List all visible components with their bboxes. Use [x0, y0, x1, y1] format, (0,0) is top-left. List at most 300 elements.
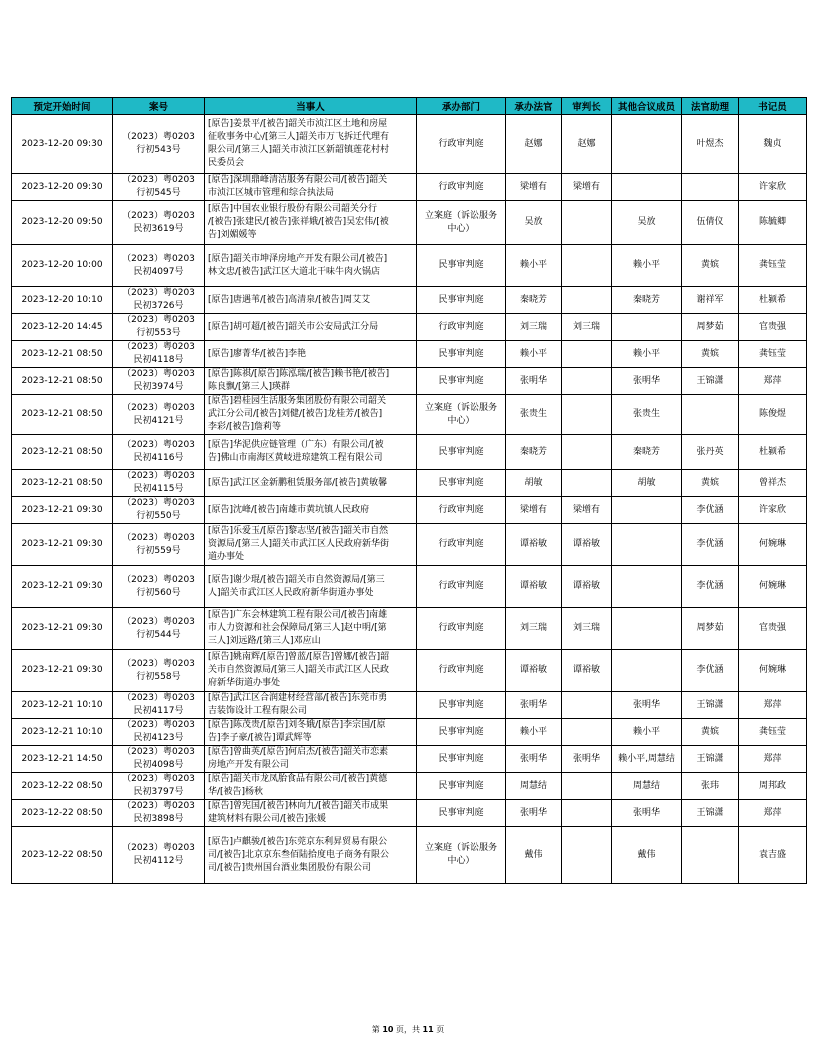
- cell-case-number-line: 民初3797号: [133, 787, 184, 797]
- cell-department-line: 行政审判庭: [438, 623, 484, 633]
- cell-department: [417, 287, 506, 314]
- table-row: [12, 341, 807, 368]
- cell-start-time: 2023-12-21 09:30: [12, 650, 113, 692]
- cell-judge-assistant: [682, 827, 739, 884]
- cell-start-time: 2023-12-21 09:30: [12, 608, 113, 650]
- cell-case-number-line: 民初3898号: [133, 814, 184, 824]
- cell-department-line: 民事审判庭: [438, 753, 484, 764]
- cell-presiding-judge: 张明华: [562, 746, 612, 773]
- table-row: [12, 174, 807, 201]
- cell-parties-line: 武江分公司/[被告]刘健/[被告]龙桂芳/[被告]: [208, 409, 383, 419]
- cell-judge-assistant: 李优涵: [682, 497, 739, 524]
- cell-panel-members: [612, 608, 682, 650]
- cell-parties-line: [原告]武江区金新鹏租赁服务部/[被告]黄敏馨: [208, 477, 388, 488]
- cell-parties: [205, 746, 417, 773]
- cell-parties-line: 市浈江区城市管理和综合执法局: [208, 188, 335, 198]
- cell-parties-line: [原告]曾宪国/[被告]林向九/[被告]韶关市成果: [208, 801, 389, 811]
- cell-department: [417, 245, 506, 287]
- cell-department-line: 立案庭（诉讼服务: [424, 402, 497, 413]
- cell-judge: 谭裕敏: [506, 650, 562, 692]
- total-page-count: 11: [422, 1025, 434, 1034]
- table-row: [12, 287, 807, 314]
- cell-case-number-line: （2023）粤0203: [122, 693, 195, 703]
- cell-start-time: 2023-12-20 14:45: [12, 314, 113, 341]
- cell-judge-assistant: 黄嫔: [682, 719, 739, 746]
- cell-parties-line: 限公司/[第三人]韶关市浈江区新韶镇莲花村村: [208, 145, 390, 155]
- col-header-judge: 承办法官: [506, 98, 562, 115]
- col-header-clerk: 书记员: [739, 98, 807, 115]
- cell-presiding-judge: [562, 800, 612, 827]
- cell-presiding-judge: [562, 341, 612, 368]
- cell-judge: 张明华: [506, 692, 562, 719]
- cell-clerk: 魏贞: [739, 115, 807, 174]
- cell-department-line: 中心）: [447, 223, 475, 234]
- cell-department: [417, 719, 506, 746]
- cell-case-number: [113, 115, 205, 174]
- cell-department-line: 行政审判庭: [438, 539, 484, 549]
- cell-clerk: 何婉琳: [739, 650, 807, 692]
- cell-case-number-line: （2023）粤0203: [122, 440, 195, 450]
- cell-case-number-line: （2023）粤0203: [122, 132, 195, 142]
- cell-judge: 张明华: [506, 746, 562, 773]
- cell-case-number-line: 民初3974号: [133, 382, 184, 392]
- col-header-parties: 当事人: [205, 98, 417, 115]
- cell-parties-line: [原告]华泥供应链管理（广东）有限公司/[被: [208, 440, 384, 450]
- cell-parties-line: [原告]碧桂园生活服务集团股份有限公司韶关: [208, 396, 387, 406]
- cell-case-number-line: （2023）粤0203: [122, 402, 195, 413]
- cell-department-line: 行政审判庭: [438, 504, 484, 515]
- cell-judge: 秦晓芳: [506, 435, 562, 470]
- cell-parties: [205, 692, 417, 719]
- cell-start-time: 2023-12-21 09:30: [12, 524, 113, 566]
- cell-panel-members: [612, 566, 682, 608]
- cell-parties-line: 吉装饰设计工程有限公司: [208, 706, 308, 716]
- cell-department: [417, 368, 506, 395]
- cell-parties-line: [原告]曾曲英/[原告]何启杰/[被告]韶关市恋素: [208, 747, 389, 757]
- cell-department-line: 民事审判庭: [438, 780, 484, 791]
- cell-clerk: 陈俊煜: [739, 395, 807, 435]
- cell-department: [417, 174, 506, 201]
- cell-panel-members: 张贵生: [612, 395, 682, 435]
- cell-department-line: 行政审判庭: [438, 138, 484, 149]
- cell-judge: 谭裕敏: [506, 524, 562, 566]
- cell-case-number-line: （2023）粤0203: [122, 616, 195, 627]
- cell-clerk: 袁吉盛: [739, 827, 807, 884]
- cell-department: [417, 115, 506, 174]
- cell-judge-assistant: 王锦潇: [682, 692, 739, 719]
- cell-parties: [205, 800, 417, 827]
- cell-presiding-judge: 梁增有: [562, 497, 612, 524]
- cell-department: [417, 692, 506, 719]
- cell-parties-line: 市人力资源和社会保障局/[第三人]赵中明/[第: [208, 623, 387, 633]
- cell-clerk: 杜颍希: [739, 287, 807, 314]
- cell-parties: [205, 341, 417, 368]
- cell-case-number-line: 民初4121号: [133, 415, 184, 426]
- cell-case-number-line: 行初553号: [136, 328, 181, 338]
- cell-case-number: [113, 827, 205, 884]
- cell-parties-line: 关市自然资源局/[第三人]韶关市武江区人民政: [208, 665, 390, 675]
- cell-clerk: 郑萍: [739, 800, 807, 827]
- table-row: [12, 524, 807, 566]
- cell-case-number-line: 行初558号: [136, 671, 181, 682]
- cell-judge-assistant: 伍倩仪: [682, 201, 739, 245]
- cell-judge: 刘三瑞: [506, 314, 562, 341]
- cell-clerk: 龚钰莹: [739, 719, 807, 746]
- cell-parties-line: [原告]谢少琨/[被告]韶关市自然资源局/[第三: [208, 574, 385, 585]
- cell-clerk: 龚钰莹: [739, 341, 807, 368]
- table-row: [12, 827, 807, 884]
- cell-judge: 梁增有: [506, 497, 562, 524]
- cell-start-time: 2023-12-20 10:00: [12, 245, 113, 287]
- cell-parties-line: 资源局/[第三人]韶关市武江区人民政府新华街: [208, 539, 390, 549]
- cell-department: [417, 773, 506, 800]
- cell-presiding-judge: [562, 470, 612, 497]
- cell-case-number: [113, 470, 205, 497]
- cell-case-number: [113, 650, 205, 692]
- cell-case-number-line: （2023）粤0203: [122, 315, 195, 325]
- cell-case-number-line: 民初3619号: [133, 223, 184, 234]
- cell-clerk: 许家欣: [739, 497, 807, 524]
- cell-start-time: 2023-12-20 10:10: [12, 287, 113, 314]
- cell-panel-members: 张明华: [612, 368, 682, 395]
- cell-parties-line: [原告]姜景平/[被告]韶关市浈江区土地和房屋: [208, 119, 388, 129]
- cell-department-line: 行政审判庭: [438, 321, 484, 332]
- cell-parties-line: [原告]中国农业银行股份有限公司韶关分行: [208, 204, 378, 214]
- cell-start-time: 2023-12-22 08:50: [12, 800, 113, 827]
- cell-judge: 吴放: [506, 201, 562, 245]
- cell-panel-members: 赖小平: [612, 245, 682, 287]
- cell-panel-members: 秦晓芳: [612, 435, 682, 470]
- cell-start-time: 2023-12-21 10:10: [12, 692, 113, 719]
- cell-presiding-judge: [562, 435, 612, 470]
- cell-judge-assistant: 李优涵: [682, 566, 739, 608]
- cell-start-time: 2023-12-21 08:50: [12, 470, 113, 497]
- cell-presiding-judge: [562, 287, 612, 314]
- cell-panel-members: 张明华: [612, 800, 682, 827]
- cell-parties-line: 人]韶关市武江区人民政府新华街道办事处: [208, 587, 374, 598]
- cell-case-number-line: 民初4118号: [133, 355, 184, 365]
- cell-presiding-judge: 赵娜: [562, 115, 612, 174]
- cell-case-number-line: 行初559号: [136, 545, 181, 556]
- cell-start-time: 2023-12-21 10:10: [12, 719, 113, 746]
- cell-presiding-judge: 刘三瑞: [562, 608, 612, 650]
- cell-panel-members: [612, 524, 682, 566]
- cell-presiding-judge: [562, 395, 612, 435]
- cell-panel-members: 吴放: [612, 201, 682, 245]
- cell-parties: [205, 115, 417, 174]
- cell-judge: 张明华: [506, 800, 562, 827]
- cell-presiding-judge: [562, 368, 612, 395]
- cell-parties-line: [原告]韶关市龙凤胎食品有限公司/[被告]黄德: [208, 774, 388, 784]
- col-header-case-number: 案号: [113, 98, 205, 115]
- cell-panel-members: 赖小平: [612, 719, 682, 746]
- cell-start-time: 2023-12-21 08:50: [12, 341, 113, 368]
- cell-clerk: 官贵强: [739, 608, 807, 650]
- cell-parties-line: /[被告]张建民/[被告]张祥娥/[被告]吴宏伟/[被: [208, 217, 389, 227]
- cell-parties-line: 三人]刘远路/[第三人]邓应山: [208, 636, 321, 646]
- cell-parties-line: [原告]深圳鼎峰清洁服务有限公司/[被告]韶关: [208, 175, 388, 185]
- cell-clerk: 郑萍: [739, 368, 807, 395]
- table-row: [12, 314, 807, 341]
- cell-judge-assistant: 周梦茹: [682, 314, 739, 341]
- cell-case-number: [113, 314, 205, 341]
- cell-department-line: 民事审判庭: [438, 446, 484, 457]
- table-row: [12, 395, 807, 435]
- cell-department: [417, 201, 506, 245]
- cell-parties: [205, 470, 417, 497]
- cell-judge-assistant: [682, 395, 739, 435]
- cell-case-number-line: （2023）粤0203: [122, 369, 195, 379]
- current-page-number: 10: [382, 1025, 394, 1034]
- cell-parties-line: 陈良飘/[第三人]瑛群: [208, 382, 291, 392]
- cell-department: [417, 470, 506, 497]
- cell-clerk: 官贵强: [739, 314, 807, 341]
- cell-parties-line: [原告]武江区合润建材经营部/[被告]东莞市勇: [208, 693, 388, 703]
- cell-parties: [205, 287, 417, 314]
- cell-department-line: 民事审判庭: [438, 726, 484, 737]
- cell-presiding-judge: 梁增有: [562, 174, 612, 201]
- table-row: [12, 201, 807, 245]
- cell-case-number: [113, 341, 205, 368]
- cell-case-number: [113, 435, 205, 470]
- cell-judge-assistant: 张玮: [682, 773, 739, 800]
- cell-department-line: 立案庭（诉讼服务: [424, 843, 497, 853]
- col-header-judge-assistant: 法官助理: [682, 98, 739, 115]
- cell-parties-line: 告]李子豪/[被告]谭武辉等: [208, 733, 312, 743]
- cell-parties: [205, 368, 417, 395]
- header-row: [12, 98, 807, 115]
- cell-start-time: 2023-12-20 09:50: [12, 201, 113, 245]
- cell-case-number: [113, 719, 205, 746]
- cell-judge-assistant: 张丹英: [682, 435, 739, 470]
- cell-case-number-line: （2023）粤0203: [122, 342, 195, 352]
- cell-presiding-judge: [562, 201, 612, 245]
- cell-judge: 周慧结: [506, 773, 562, 800]
- cell-parties-line: [原告]乐爱玉/[原告]黎志坚/[被告]韶关市自然: [208, 526, 389, 536]
- cell-start-time: 2023-12-21 09:30: [12, 497, 113, 524]
- cell-department-line: 中心）: [447, 856, 475, 866]
- cell-case-number-line: （2023）粤0203: [122, 210, 195, 221]
- cell-parties: [205, 174, 417, 201]
- cell-case-number-line: 民初4115号: [133, 484, 184, 494]
- cell-judge: 张贵生: [506, 395, 562, 435]
- cell-case-number-line: 民初4112号: [133, 856, 184, 866]
- cell-department: [417, 566, 506, 608]
- cell-case-number-line: （2023）粤0203: [122, 774, 195, 784]
- cell-presiding-judge: 刘三瑞: [562, 314, 612, 341]
- cell-panel-members: 秦晓芳: [612, 287, 682, 314]
- cell-judge-assistant: [682, 174, 739, 201]
- cell-parties: [205, 719, 417, 746]
- cell-department: [417, 435, 506, 470]
- cell-clerk: 郑萍: [739, 746, 807, 773]
- cell-case-number: [113, 497, 205, 524]
- cell-judge: 梁增有: [506, 174, 562, 201]
- cell-case-number: [113, 608, 205, 650]
- cell-department-line: 民事审判庭: [438, 699, 484, 710]
- cell-judge: 谭裕敏: [506, 566, 562, 608]
- cell-case-number-line: （2023）粤0203: [122, 288, 195, 298]
- cell-presiding-judge: 谭裕敏: [562, 650, 612, 692]
- cell-department: [417, 827, 506, 884]
- cell-department: [417, 746, 506, 773]
- cell-judge: 秦晓芳: [506, 287, 562, 314]
- cell-department: [417, 395, 506, 435]
- cell-parties: [205, 314, 417, 341]
- cell-department: [417, 497, 506, 524]
- cell-parties-line: 道办事处: [208, 552, 245, 562]
- cell-clerk: 曾祥杰: [739, 470, 807, 497]
- cell-presiding-judge: [562, 692, 612, 719]
- cell-parties: [205, 201, 417, 245]
- table-row: [12, 368, 807, 395]
- cell-parties-line: 告]佛山市南海区黄岐进琼建筑工程有限公司: [208, 453, 383, 463]
- cell-clerk: 何婉琳: [739, 524, 807, 566]
- cell-department-line: 民事审判庭: [438, 375, 484, 386]
- cell-case-number: [113, 395, 205, 435]
- cell-presiding-judge: [562, 773, 612, 800]
- cell-case-number-line: 行初543号: [136, 145, 181, 155]
- cell-case-number: [113, 692, 205, 719]
- cell-judge-assistant: 王锦潇: [682, 746, 739, 773]
- table-row: [12, 800, 807, 827]
- cell-department: [417, 314, 506, 341]
- cell-department: [417, 524, 506, 566]
- cell-department-line: 民事审判庭: [438, 260, 484, 270]
- cell-judge: 赖小平: [506, 341, 562, 368]
- cell-clerk: 许家欣: [739, 174, 807, 201]
- cell-department-line: 行政审判庭: [438, 181, 484, 192]
- cell-parties-line: [原告]陈茂贵/[原告]刘冬娥/[原告]李宗国/[原: [208, 720, 386, 730]
- col-header-department: 承办部门: [417, 98, 506, 115]
- cell-parties: [205, 608, 417, 650]
- cell-parties-line: [原告]沈峰/[被告]南雄市黄坑镇人民政府: [208, 504, 370, 515]
- cell-parties-line: 建筑材料有限公司/[被告]张媛: [208, 814, 327, 824]
- cell-start-time: 2023-12-22 08:50: [12, 773, 113, 800]
- cell-parties-line: 告]刘媚媛等: [208, 230, 257, 240]
- cell-case-number: [113, 773, 205, 800]
- cell-case-number-line: 行初560号: [136, 587, 181, 598]
- cell-parties: [205, 650, 417, 692]
- table-row: [12, 566, 807, 608]
- cell-start-time: 2023-12-21 08:50: [12, 395, 113, 435]
- cell-judge: 赖小平: [506, 719, 562, 746]
- cell-department-line: 民事审判庭: [438, 348, 484, 359]
- cell-parties-line: 府新华街道办事处: [208, 678, 281, 688]
- cell-parties-line: [原告]陈祺/[原告]陈泓瑞/[被告]赖书艳/[被告]: [208, 369, 390, 379]
- table-row: [12, 115, 807, 174]
- cell-judge-assistant: 李优涵: [682, 524, 739, 566]
- cell-judge-assistant: 黄嫔: [682, 341, 739, 368]
- table-row: [12, 608, 807, 650]
- cell-parties-line: 司/[被告]北京京东叁佰陆拾度电子商务有限公: [208, 849, 390, 860]
- cell-clerk: 何婉琳: [739, 566, 807, 608]
- cell-judge: 赖小平: [506, 245, 562, 287]
- cell-parties: [205, 827, 417, 884]
- cell-clerk: 陈毓卿: [739, 201, 807, 245]
- cell-case-number-line: （2023）粤0203: [122, 471, 195, 481]
- cell-department-line: 民事审判庭: [438, 294, 484, 305]
- table-row: [12, 435, 807, 470]
- cell-case-number-line: （2023）粤0203: [122, 843, 195, 853]
- cell-judge-assistant: 谢祥军: [682, 287, 739, 314]
- cell-parties-line: [原告]韶关市坤泽房地产开发有限公司/[被告]: [208, 253, 388, 264]
- cell-start-time: 2023-12-22 08:50: [12, 827, 113, 884]
- cell-presiding-judge: 谭裕敏: [562, 524, 612, 566]
- cell-start-time: 2023-12-20 09:30: [12, 115, 113, 174]
- cell-case-number-line: 民初4123号: [133, 733, 184, 743]
- cell-start-time: 2023-12-20 09:30: [12, 174, 113, 201]
- cell-case-number-line: （2023）粤0203: [122, 498, 195, 508]
- cell-panel-members: 戴伟: [612, 827, 682, 884]
- cell-panel-members: [612, 650, 682, 692]
- cell-parties-line: [原告]广东会林建筑工程有限公司/[被告]南雄: [208, 610, 388, 620]
- table-row: [12, 746, 807, 773]
- cell-parties-line: [原告]胡可超/[被告]韶关市公安局武江分局: [208, 321, 379, 332]
- cell-parties-line: [原告]廖菁华/[被告]李艳: [208, 348, 307, 359]
- cell-panel-members: 赖小平,周慧结: [612, 746, 682, 773]
- table-row: [12, 497, 807, 524]
- table-row: [12, 773, 807, 800]
- cell-panel-members: [612, 497, 682, 524]
- cell-case-number: [113, 201, 205, 245]
- cell-case-number-line: （2023）粤0203: [122, 532, 195, 543]
- cell-department: [417, 650, 506, 692]
- cell-panel-members: [612, 314, 682, 341]
- cell-case-number-line: 民初4097号: [133, 266, 184, 277]
- table-row: [12, 245, 807, 287]
- cell-start-time: 2023-12-21 09:30: [12, 566, 113, 608]
- cell-case-number: [113, 524, 205, 566]
- cell-parties-line: [原告]姚南辉/[原告]曾蓝/[原告]曾娜/[被告]韶: [208, 652, 390, 662]
- cell-case-number: [113, 746, 205, 773]
- cell-judge-assistant: 黄嫔: [682, 470, 739, 497]
- cell-parties-line: 林文忠/[被告]武江区大道北干味牛肉火锅店: [208, 266, 381, 277]
- cell-case-number-line: 行初544号: [136, 629, 181, 640]
- cell-case-number-line: 民初4098号: [133, 760, 184, 770]
- cell-case-number-line: （2023）粤0203: [122, 801, 195, 811]
- hearing-schedule-table: [11, 97, 807, 884]
- cell-parties-line: 司/[被告]贵州国台酒业集团股份有限公司: [208, 862, 372, 873]
- cell-judge-assistant: 黄嫔: [682, 245, 739, 287]
- cell-judge-assistant: 周梦茹: [682, 608, 739, 650]
- cell-judge: 胡敏: [506, 470, 562, 497]
- cell-parties-line: [原告]卢麒骏/[被告]东莞京东利昇贸易有限公: [208, 836, 388, 847]
- cell-judge-assistant: 王锦潇: [682, 800, 739, 827]
- table-row: [12, 650, 807, 692]
- cell-start-time: 2023-12-21 14:50: [12, 746, 113, 773]
- cell-case-number: [113, 368, 205, 395]
- cell-department-line: 中心）: [447, 415, 475, 426]
- cell-parties: [205, 524, 417, 566]
- cell-case-number: [113, 174, 205, 201]
- table-row: [12, 719, 807, 746]
- cell-case-number-line: 行初550号: [136, 511, 181, 521]
- cell-panel-members: [612, 174, 682, 201]
- cell-department-line: 民事审判庭: [438, 807, 484, 818]
- cell-case-number-line: 民初4117号: [133, 706, 184, 716]
- cell-parties: [205, 773, 417, 800]
- cell-department: [417, 800, 506, 827]
- cell-judge: 刘三瑞: [506, 608, 562, 650]
- cell-case-number-line: （2023）粤0203: [122, 658, 195, 669]
- cell-parties-line: 李彩/[被告]詹莉等: [208, 422, 282, 432]
- cell-clerk: 郑萍: [739, 692, 807, 719]
- cell-parties: [205, 497, 417, 524]
- cell-parties-line: 房地产开发有限公司: [208, 760, 290, 770]
- cell-presiding-judge: [562, 827, 612, 884]
- cell-department: [417, 341, 506, 368]
